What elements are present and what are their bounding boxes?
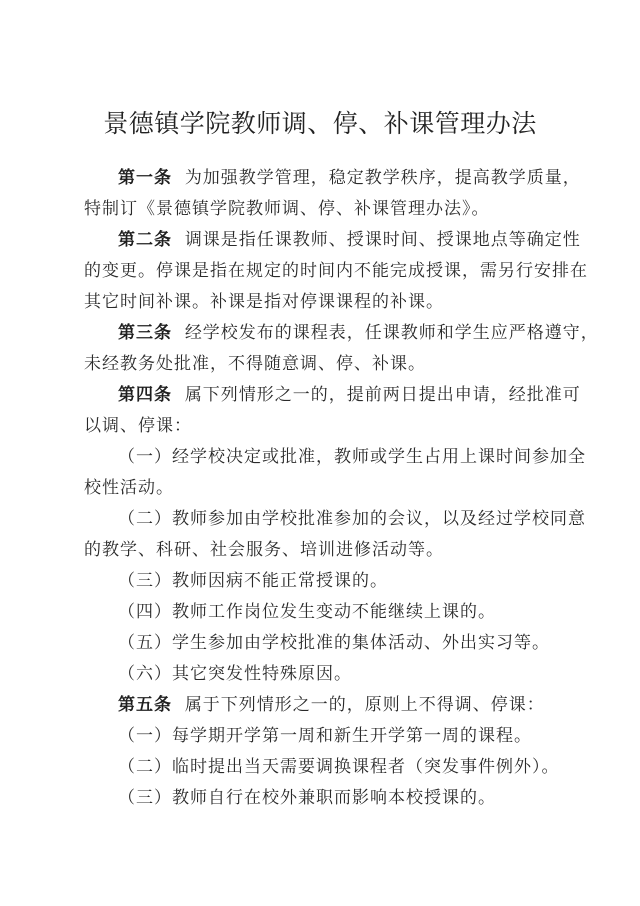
article-3-label: 第三条 bbox=[118, 323, 172, 343]
article-3-text-2: 未经教务处批准，不得随意调、停、补课。 bbox=[84, 354, 426, 374]
article-4-text-1: 属下列情形之一的，提前两日提出申请，经批准可 bbox=[184, 385, 581, 405]
article-2-text-2: 的变更。停课是指在规定的时间内不能完成授课，需另行安排在 bbox=[84, 261, 588, 281]
article-4-item-5: （五）学生参加由学校批准的集体活动、外出实习等。 bbox=[118, 633, 550, 653]
document-title: 景德镇学院教师调、停、补课管理办法 bbox=[103, 109, 537, 138]
article-1-text-1: 为加强教学管理，稳定教学秩序，提高教学质量， bbox=[184, 168, 581, 188]
article-4-item-1 bbox=[84, 442, 586, 504]
article-2 bbox=[84, 225, 588, 318]
article-4-item-1-text-2: 校性活动。 bbox=[84, 478, 174, 498]
article-1 bbox=[84, 163, 581, 225]
article-2-line-1 bbox=[84, 225, 581, 256]
article-5-label: 第五条 bbox=[118, 695, 172, 715]
article-5-item-3: （三）教师自行在校外兼职而影响本校授课的。 bbox=[118, 788, 496, 808]
article-5-item-2: （二）临时提出当天需要调换课程者（突发事件例外）。 bbox=[118, 757, 560, 777]
article-4-item-1-text-1: （一）经学校决定或批准，教师或学生占用上课时间参加全 bbox=[118, 447, 586, 467]
article-5-item-1: （一）每学期开学第一周和新生开学第一周的课程。 bbox=[118, 726, 532, 746]
article-1-text-2: 特制订《景德镇学院教师调、停、补课管理办法》。 bbox=[84, 199, 490, 219]
article-3-line-1 bbox=[84, 318, 599, 349]
article-4-item-3: （三）教师因病不能正常授课的。 bbox=[118, 571, 388, 591]
article-1-line-1 bbox=[84, 163, 581, 194]
article-5-line-1 bbox=[84, 690, 564, 721]
article-4-item-2-text-1: （二）教师参加由学校批准参加的会议，以及经过学校同意 bbox=[118, 509, 586, 529]
article-4 bbox=[84, 380, 581, 442]
article-2-text-3: 其它时间补课。补课是指对停课课程的补课。 bbox=[84, 292, 444, 312]
article-3-text-1: 经学校发布的课程表，任课教师和学生应严格遵守， bbox=[184, 323, 599, 343]
article-4-item-6: （六）其它突发性特殊原因。 bbox=[118, 664, 352, 684]
article-4-label: 第四条 bbox=[118, 385, 172, 405]
article-5 bbox=[84, 690, 564, 721]
article-4-item-2 bbox=[84, 504, 586, 566]
article-4-text-2: 以调、停课： bbox=[84, 416, 192, 436]
article-4-line-1 bbox=[84, 380, 581, 411]
article-1-label: 第一条 bbox=[118, 168, 172, 188]
article-4-item-2-text-2: 的教学、科研、社会服务、培训进修活动等。 bbox=[84, 540, 444, 560]
article-5-text-1: 属于下列情形之一的，原则上不得调、停课： bbox=[184, 695, 545, 715]
article-3 bbox=[84, 318, 599, 380]
article-2-text-1: 调课是指任课教师、授课时间、授课地点等确定性 bbox=[184, 230, 581, 250]
article-2-label: 第二条 bbox=[118, 230, 172, 250]
article-4-item-4: （四）教师工作岗位发生变动不能继续上课的。 bbox=[118, 602, 496, 622]
